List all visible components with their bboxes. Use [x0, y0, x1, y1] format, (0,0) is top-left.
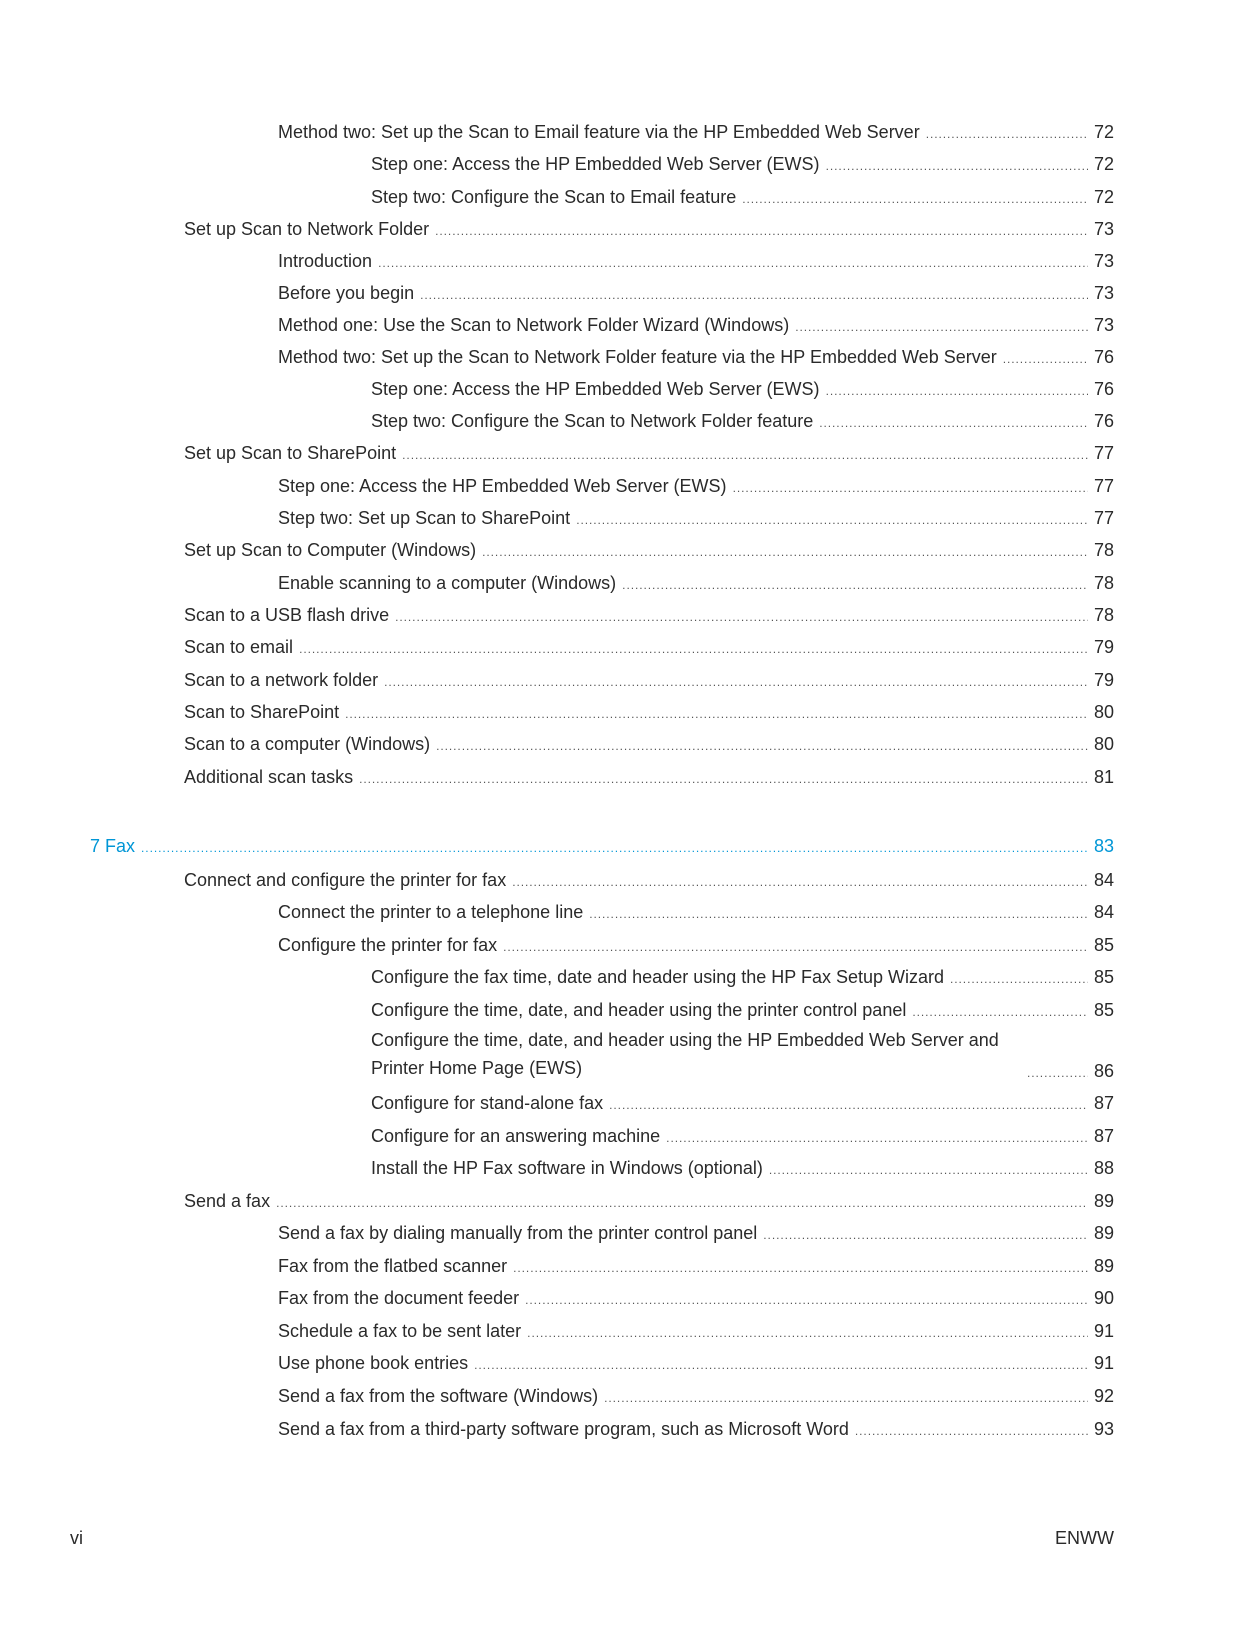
toc-entry[interactable]: Scan to a computer (Windows) . . . 80 — [184, 733, 1114, 755]
toc-entry[interactable]: Send a fax . . . 89 — [184, 1190, 1114, 1212]
toc-entry[interactable]: Install the HP Fax software in Windows (optional) . . . 88 — [371, 1157, 1114, 1179]
footer-label: ENWW — [1055, 1528, 1114, 1548]
toc-entry[interactable]: Fax from the flatbed scanner . . . 89 — [278, 1255, 1114, 1277]
toc-entry[interactable]: Scan to a network folder . . . 79 — [184, 669, 1114, 691]
toc-entry[interactable]: Step two: Set up Scan to SharePoint . . . 77 — [278, 507, 1114, 529]
toc-entry[interactable]: Fax from the document feeder . . . 90 — [278, 1287, 1114, 1309]
toc-entry[interactable]: Introduction . . . 73 — [278, 250, 1114, 272]
toc-entry[interactable]: Configure the time, date, and header using the printer control panel . . . 85 — [371, 999, 1114, 1021]
toc-entry[interactable]: Send a fax from the software (Windows) . . . 92 — [278, 1385, 1114, 1407]
toc-entry[interactable]: Use phone book entries . . . 91 — [278, 1352, 1114, 1374]
toc-entry[interactable]: Connect the printer to a telephone line . . . 84 — [278, 901, 1114, 923]
toc-entry[interactable]: Step two: Configure the Scan to Email feature . . . 72 — [371, 186, 1114, 208]
page-number: vi — [70, 1528, 83, 1548]
toc-entry[interactable]: Schedule a fax to be sent later . . . 91 — [278, 1320, 1114, 1342]
toc-entry[interactable]: Additional scan tasks . . . 81 — [184, 766, 1114, 788]
toc-entry[interactable]: Send a fax from a third-party software program, such as Microsoft Word . . . 93 — [278, 1418, 1114, 1440]
toc-entry[interactable]: Method two: Set up the Scan to Network Folder feature via the HP Embedded Web Server . . . 76 — [278, 346, 1114, 368]
toc-entry[interactable]: Step one: Access the HP Embedded Web Server (EWS) . . . 77 — [278, 475, 1114, 497]
toc-entry[interactable]: Set up Scan to Computer (Windows) . . . 78 — [184, 539, 1114, 561]
toc-entry[interactable]: Scan to a USB flash drive . . . 78 — [184, 604, 1114, 626]
toc-entry[interactable]: Before you begin . . . 73 — [278, 282, 1114, 304]
toc-entry[interactable]: Step one: Access the HP Embedded Web Server (EWS) . . . 72 — [371, 153, 1114, 175]
toc-entry[interactable]: Send a fax by dialing manually from the printer control panel . . . 89 — [278, 1222, 1114, 1244]
toc-entry[interactable]: Step one: Access the HP Embedded Web Server (EWS) . . . 76 — [371, 378, 1114, 400]
toc-entry[interactable]: Method one: Use the Scan to Network Folder Wizard (Windows) . . . 73 — [278, 314, 1114, 336]
toc-entry[interactable]: Configure the printer for fax . . . 85 — [278, 934, 1114, 956]
toc-entry[interactable]: Configure for an answering machine . . . 87 — [371, 1125, 1114, 1147]
toc-chapter-entry[interactable]: 7 Fax . . . 83 — [90, 835, 1114, 857]
toc-entry[interactable]: Scan to SharePoint . . . 80 — [184, 701, 1114, 723]
toc-entry[interactable]: Set up Scan to Network Folder . . . 73 — [184, 218, 1114, 240]
toc-entry[interactable]: Set up Scan to SharePoint . . . 77 — [184, 442, 1114, 464]
toc-entry[interactable]: Step two: Configure the Scan to Network Folder feature . . . 76 — [371, 410, 1114, 432]
toc-entry[interactable]: Configure the fax time, date and header using the HP Fax Setup Wizard . . . 85 — [371, 966, 1114, 988]
toc-entry[interactable]: Connect and configure the printer for fax . . . 84 — [184, 869, 1114, 891]
toc-entry[interactable]: Enable scanning to a computer (Windows) . . . 78 — [278, 572, 1114, 594]
toc-entry[interactable]: Scan to email . . . 79 — [184, 636, 1114, 658]
toc-entry[interactable]: Configure the time, date, and header using the HP Embedded Web Server and Printer Home Page (EWS) . . . 86 — [371, 1026, 1114, 1082]
toc-entry[interactable]: Configure for stand-alone fax . . . 87 — [371, 1092, 1114, 1114]
toc-entry[interactable]: Method two: Set up the Scan to Email feature via the HP Embedded Web Server . . . 72 — [278, 121, 1114, 143]
